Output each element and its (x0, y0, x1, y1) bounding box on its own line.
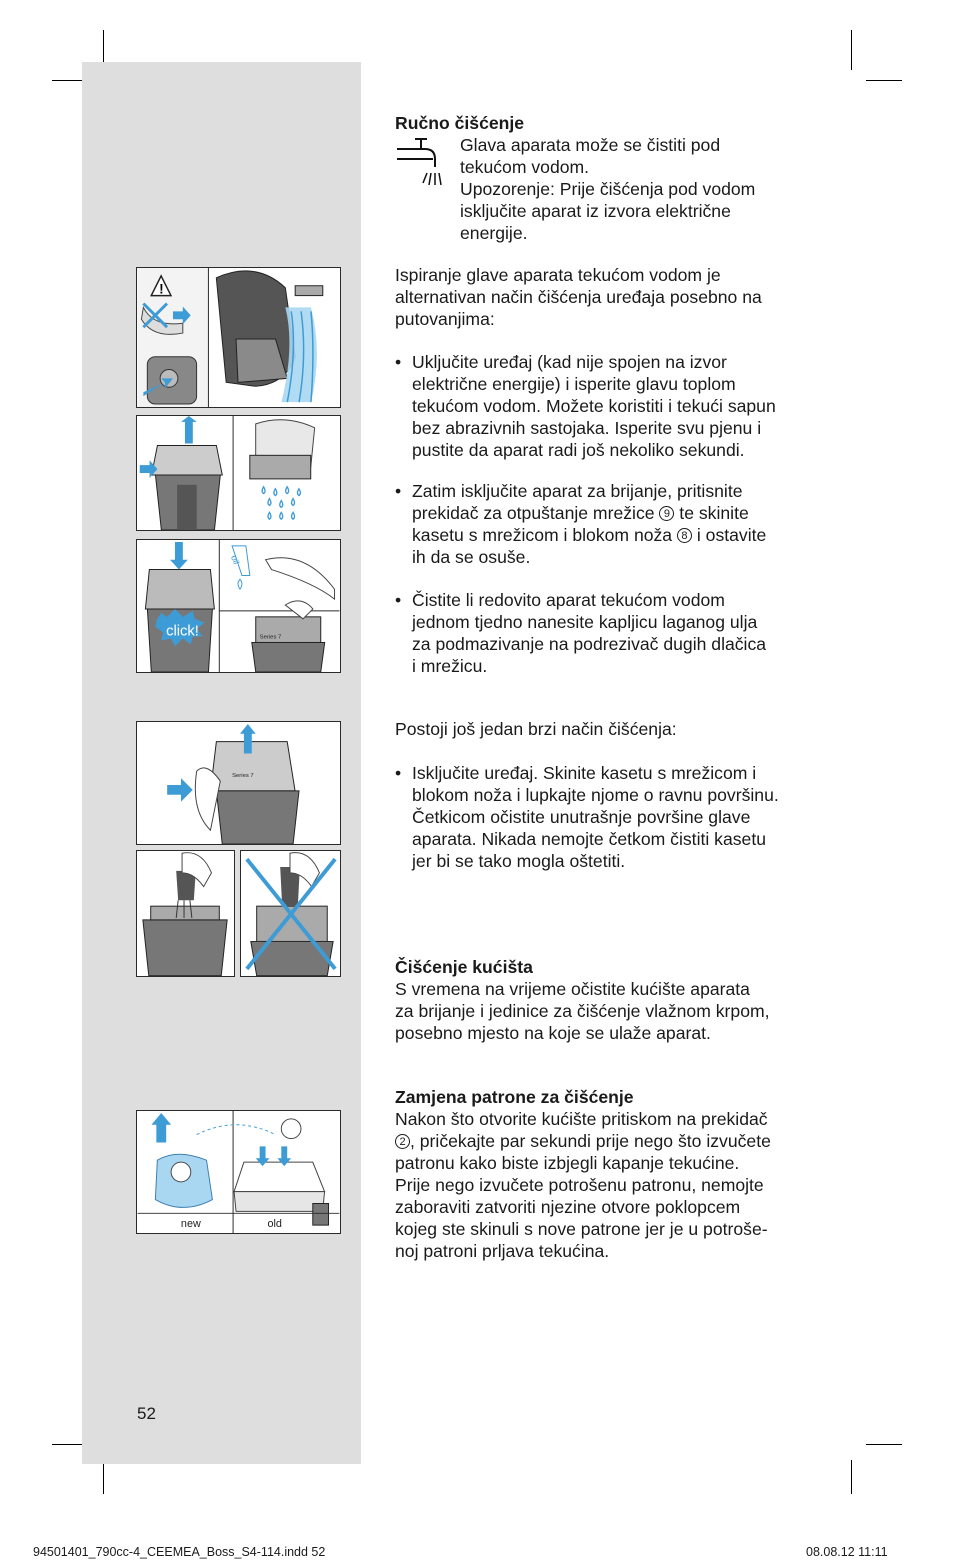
bullet-oil: • Čistite li redovito aparat tekućom vodom jednom tjedno nanesite kapljicu laganog ulja za podmazivanje na podrezivač dugih dlačica i mrežicu. (395, 590, 767, 676)
manual-cleaning-text: Glava aparata može se čistiti pod tekućom vodom. Upozorenje: Prije čišćenja pod vodom isključite aparat iz izvora električne energije. (460, 135, 756, 243)
crop-mark (866, 80, 902, 81)
figure-cartridge-replace (136, 1110, 341, 1234)
bullet-rinse: • Uključite uređaj (kad nije spojen na izvor električne energije) i isperite glavu toplom tekućom vodom. Možete koristiti i tekući sapun bez abrazivnih sastojaka. Isperite svu pjenu i pustite da aparat radi još nekoliko sekundi. (395, 352, 776, 460)
ref-number-9: 9 (659, 506, 674, 521)
bullet-remove-dry: • Zatim isključite aparat za brijanje, pritisnite prekidač za otpuštanje mrežice 9 te skinite kasetu s mrežicom i blokom noža 8 i ostavite ih da se osuše. (395, 481, 767, 567)
paragraph-rinse-alternative: Ispiranje glave aparata tekućom vodom je alternativan način čišćenja uređaja posebno na putovanjima: (395, 265, 762, 329)
crop-mark (103, 1460, 104, 1494)
click-label: click! (166, 623, 199, 640)
crop-mark (52, 80, 82, 81)
page-number: 52 (137, 1404, 156, 1423)
ref-number-2: 2 (395, 1134, 410, 1149)
svg-text:!: ! (159, 281, 164, 297)
oil-label: oil (228, 553, 242, 566)
footer-date: 08.08.12 11:11 (806, 1545, 888, 1559)
figure-remove-foil-wash (136, 415, 341, 531)
old-label: old (267, 1218, 282, 1231)
series-label: Series 7 (232, 773, 254, 780)
figure-reattach-oil (136, 539, 341, 673)
paragraph-quick-clean: Postoji još jedan brzi način čišćenja: (395, 719, 677, 739)
crop-mark (851, 30, 852, 70)
section-housing-cleaning: Čišćenje kućišta S vremena na vrijeme očistite kućište aparata za brijanje i jedinice za čišćenje vlažnom krpom, posebno mjesto na koje se ulaže aparat. (395, 956, 835, 1044)
crop-mark (866, 1444, 902, 1445)
bullet-tap-brush: • Isključite uređaj. Skinite kasetu s mrežicom i blokom noža i lupkajte njome o ravnu površinu. Četkicom očistite unutrašnje površine glave aparata. Nikada nemojte četkom čistiti kasetu jer bi se tako mogla oštetiti. (395, 763, 779, 871)
crop-mark (851, 1460, 852, 1494)
section-heading: Zamjena patrone za čišćenje (395, 1087, 634, 1107)
figure-brush-clean (136, 850, 235, 977)
crop-mark (52, 1444, 82, 1445)
footer-file-info: 94501401_790cc-4_CEEMEA_Boss_S4-114.indd 52 (33, 1545, 326, 1559)
faucet-icon (395, 137, 445, 187)
section-heading: Čišćenje kućišta (395, 957, 533, 977)
figure-rinse-under-tap (136, 267, 341, 408)
section-manual-cleaning (395, 112, 825, 134)
series-label: Series 7 (259, 634, 282, 641)
figure-tap-cassette (136, 721, 341, 845)
section-cartridge-replacement: Zamjena patrone za čišćenje Nakon što otvorite kućište pritiskom na prekidač 2 , pričekajte par sekundi prije nego što izvučete patronu kako biste izbjegli kapanje tekućine. Prije nego izvučete potrošenu patronu, nemojte zaboraviti zatvoriti njezine otvore poklopcem kojeg ste skinuli s nove patrone jer je u potroše- noj patroni prljava tekućina. (395, 1086, 835, 1262)
figure-do-not-brush-foil (240, 850, 341, 977)
ref-number-8: 8 (677, 528, 692, 543)
new-label: new (180, 1218, 201, 1231)
section-heading: Ručno čišćenje (395, 113, 525, 133)
